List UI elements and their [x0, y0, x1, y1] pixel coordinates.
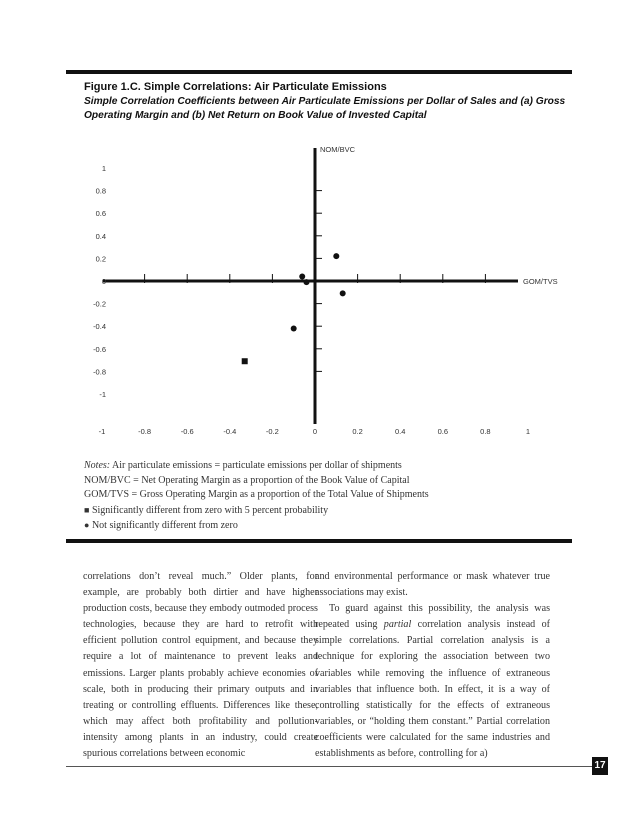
- nonsignificant-point: [299, 273, 305, 279]
- legend-not-significant: ● Not significantly different from zero: [84, 520, 238, 531]
- tick-labels: [93, 164, 530, 436]
- x-tick-label: -0.4: [223, 427, 237, 436]
- body-paragraph-right-2: To guard against this possibility, the analysis was repeated using partial correlation analysis instead of simple correlations. Partial correlation analysis is a technique for exploring the association between two variables while removing the influence of extraneous variables that influence both. In effect, it is a way of controlling statistically for the effects of extraneous variables, or “holding them constant.” Partial correlation coefficients were calculated for the same industries and establishments as before, controlling for a): [315, 603, 550, 760]
- figure-notes: [84, 459, 564, 534]
- x-tick-label: 1: [525, 427, 531, 436]
- y-tick-label: -0.6: [93, 344, 106, 354]
- x-tick-label: -0.8: [138, 427, 152, 436]
- x-tick-label: 0: [312, 427, 318, 436]
- x-tick-label: 0.8: [480, 427, 491, 436]
- y-tick-label: -1: [99, 390, 106, 399]
- y-tick-label: -0.4: [93, 322, 106, 332]
- notes-label: Notes:: [84, 460, 111, 471]
- y-axis-label: NOM/BVC: [320, 145, 356, 154]
- y-tick-label: 0.4: [95, 231, 106, 241]
- y-tick-label: -0.8: [93, 367, 106, 377]
- x-tick-label: 0.6: [437, 427, 449, 436]
- nonsignificant-point: [333, 253, 339, 259]
- y-tick-label: 0.8: [95, 186, 106, 196]
- y-tick-label: 0.6: [95, 209, 106, 219]
- y-tick-label: 0: [101, 277, 106, 286]
- bottom-rule: [66, 539, 572, 543]
- legend-significant: ■ Significantly different from zero with 5 percent probability: [84, 504, 329, 516]
- footer-rule: [66, 766, 592, 767]
- chart-axes: [103, 148, 518, 424]
- figure-subtitle: Simple Correlation Coefficients between Air Particulate Emissions per Dollar of Sales and (a) Gross Operating Margin and (b) Net Return on Book Value of Invested Capital: [84, 96, 566, 121]
- figure-title: Figure 1.C. Simple Correlations: Air Particulate Emissions: [84, 81, 387, 93]
- x-tick-label: 0.2: [352, 427, 363, 436]
- body-column-right: [315, 569, 550, 762]
- body-paragraph-right-1: and environmental performance or mask whatever true associations may exist.: [315, 571, 550, 599]
- nonsignificant-point: [291, 325, 297, 331]
- notes-line-2: NOM/BVC = Net Operating Margin as a proportion of the Book Value of Capital: [84, 474, 410, 486]
- x-tick-label: -1: [98, 427, 106, 436]
- circle-marker-icon: ●: [84, 520, 90, 530]
- body-paragraph-left: correlations don’t reveal much.” Older plants, for example, are probably both dirtier and have higher production costs, because they embody outmoded process technologies, because they are hard to retrofit with efficient pollution control equipment, and because they require a lot of maintenance to prevent leaks and emissions. Larger plants probably achieve economies of scale, both in producing their primary outputs and in treating or controlling effluents. Differences like these, which may affect both profitability and pollution-intensity among plants in an industry, could create spurious correlations between economic: [83, 571, 318, 760]
- data-points: [242, 253, 346, 364]
- significant-point: [242, 358, 248, 364]
- notes-line-3: GOM/TVS = Gross Operating Margin as a proportion of the Total Value of Shipments: [84, 489, 429, 500]
- notes-line-1: Notes: Air particulate emissions = particulate emissions per dollar of shipments: [84, 460, 402, 471]
- y-tick-label: 1: [101, 164, 106, 173]
- x-tick-label: -0.2: [265, 427, 279, 436]
- x-axis-label: GOM/TVS: [523, 277, 558, 286]
- square-marker-icon: ■: [84, 504, 90, 515]
- nonsignificant-point: [340, 290, 346, 296]
- page-number: 17: [592, 757, 608, 775]
- x-tick-label: -0.6: [180, 427, 194, 436]
- x-tick-label: 0.4: [394, 427, 406, 436]
- y-tick-label: 0.2: [95, 254, 106, 264]
- nonsignificant-point: [303, 279, 309, 285]
- body-column-left: [83, 569, 318, 762]
- y-tick-label: -0.2: [93, 299, 106, 309]
